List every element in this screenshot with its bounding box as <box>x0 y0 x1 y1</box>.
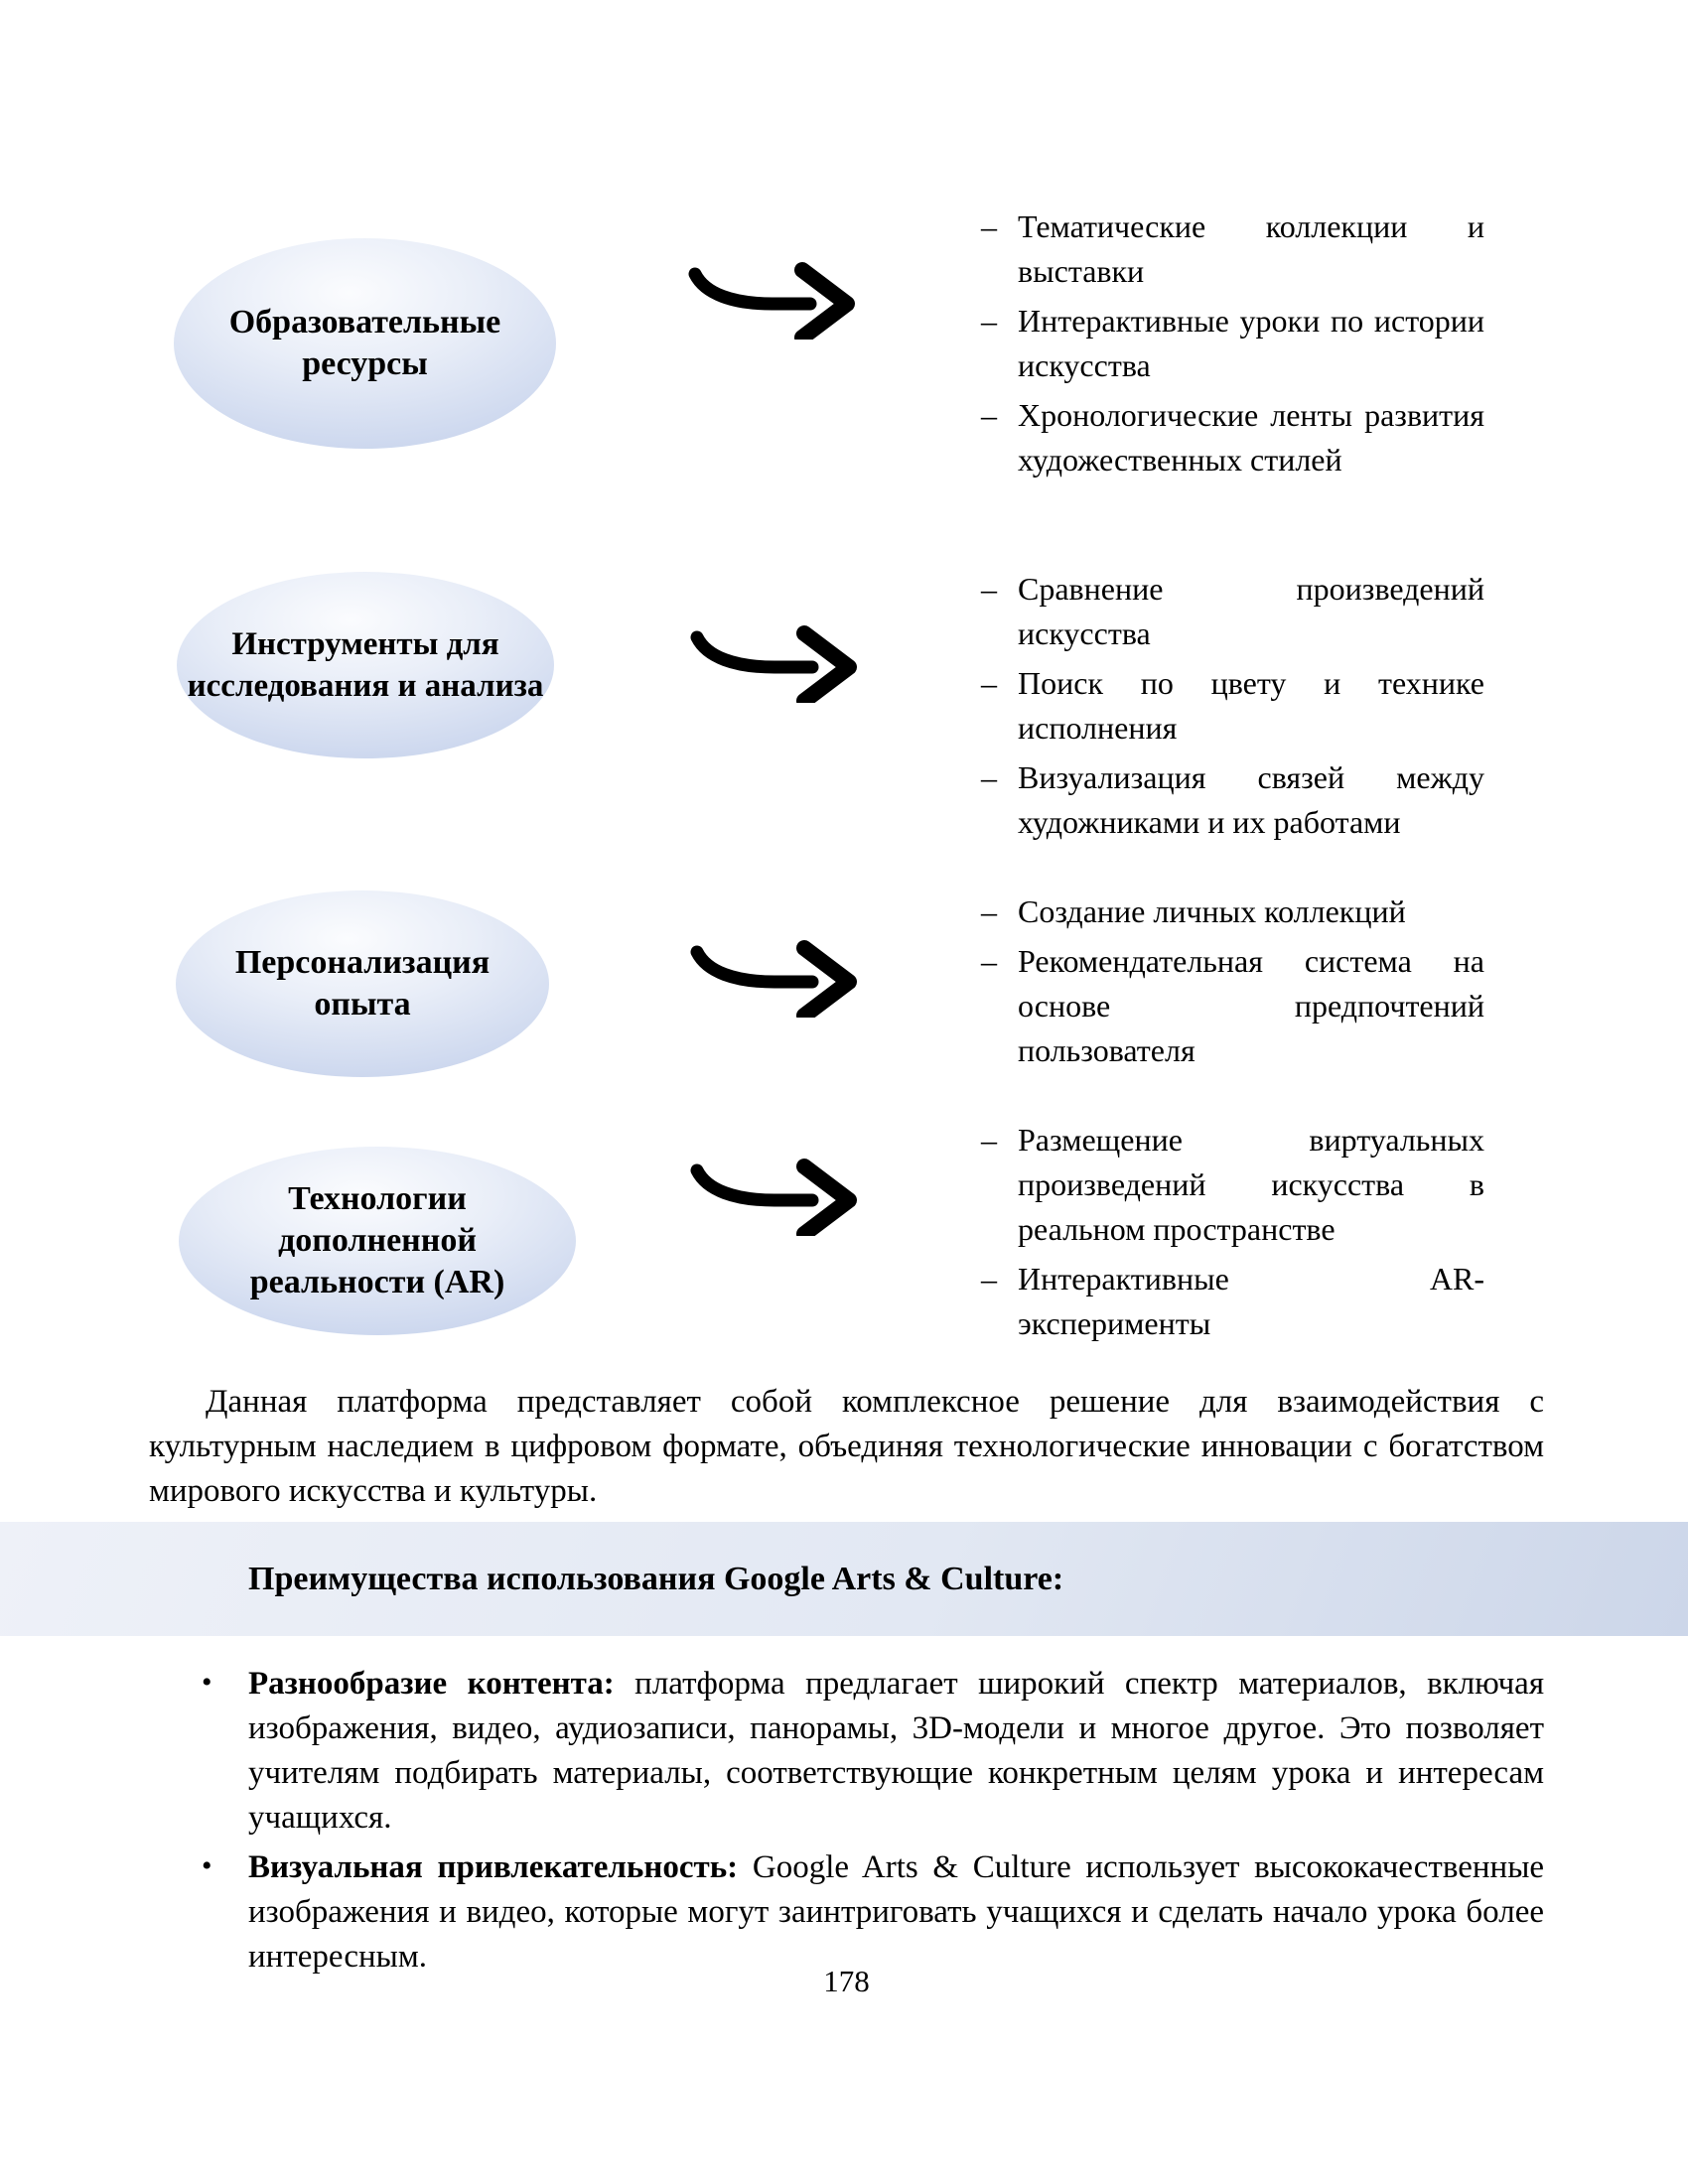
dash-marker: – <box>981 397 997 433</box>
dash-marker: – <box>981 943 997 979</box>
bullet-list-personalization <box>968 889 1484 1078</box>
dash-marker: – <box>981 208 997 244</box>
benefit-body <box>248 1666 1544 1836</box>
dash-marker: – <box>981 759 997 795</box>
benefit-text: платформа предлагает широкий спектр материалов, включая изображения, видео, аудиозаписи, панорамы, 3D-модели и многое другое. Это позволяет учителям подбирать материалы, соответствующие конкретным целям урока и интересам учащихся. <box>248 1666 1544 1836</box>
benefit-text: Google Arts & Culture использует высококачественные изображения и видео, которые могут заинтриговать учащихся и сделать начало урока более интересным. <box>248 1849 1545 1975</box>
dash-marker: – <box>981 1261 997 1297</box>
ellipse-educational-resources <box>174 238 556 449</box>
list-item <box>184 1662 1544 1841</box>
curved-arrow-icon <box>687 938 866 1018</box>
ellipse-label: Технологии дополненной реальности (AR) <box>249 1180 505 1300</box>
list-item <box>968 939 1484 1073</box>
list-item <box>968 567 1484 656</box>
bullet-marker-icon: • <box>202 1666 212 1699</box>
dash-marker: – <box>981 303 997 339</box>
curved-arrow-icon <box>687 1157 866 1236</box>
ellipse-ar-technologies <box>179 1147 576 1335</box>
curved-arrow-icon <box>685 260 864 340</box>
list-item <box>968 205 1484 294</box>
benefits-heading-band <box>0 1522 1688 1636</box>
list-item-text: Интерактивные уроки по истории искусства <box>1018 303 1484 383</box>
ellipse-label: Персонализация опыта <box>234 944 491 1023</box>
list-item-text: Интерактивные AR-эксперименты <box>1018 1261 1484 1341</box>
list-item <box>968 661 1484 751</box>
benefit-body <box>248 1849 1544 1975</box>
benefits-list <box>184 1662 1544 1984</box>
benefit-title: Разнообразие контента: <box>248 1666 615 1702</box>
list-item-text: Размещение виртуальных произведений искусства в реальном пространстве <box>1018 1122 1484 1247</box>
ellipse-research-tools <box>177 572 554 758</box>
benefits-heading: Преимущества использования Google Arts & Culture: <box>248 1560 1064 1597</box>
body-paragraph: Данная платформа представляет собой комплексное решение для взаимодействия с культурным наследием в цифровом формате, объединяя технологические инновации с богатством мирового искусства и культуры. <box>149 1384 1544 1509</box>
bullet-list-research <box>968 567 1484 850</box>
list-item-text: Поиск по цвету и технике исполнения <box>1018 665 1484 746</box>
list-item <box>968 1257 1484 1346</box>
list-item <box>968 299 1484 388</box>
list-item <box>968 889 1484 934</box>
bullet-list-ar <box>968 1118 1484 1351</box>
ellipse-label: Инструменты для исследования и анализа <box>187 626 544 704</box>
list-item-text: Рекомендательная система на основе предпочтений пользователя <box>1018 943 1484 1068</box>
curved-arrow-icon <box>687 623 866 703</box>
bullet-marker-icon: • <box>202 1849 212 1882</box>
list-item-text: Визуализация связей между художниками и их работами <box>1018 759 1484 840</box>
list-item-text: Создание личных коллекций <box>1018 893 1406 929</box>
dash-marker: – <box>981 893 997 929</box>
list-item-text: Тематические коллекции и выставки <box>1018 208 1484 289</box>
list-item-text: Хронологические ленты развития художественных стилей <box>1018 397 1484 478</box>
list-item <box>968 755 1484 845</box>
list-item-text: Сравнение произведений искусства <box>1018 571 1484 651</box>
ellipse-personalization <box>176 890 549 1077</box>
list-item <box>968 1118 1484 1252</box>
dash-marker: – <box>981 1122 997 1158</box>
bullet-list-educational <box>968 205 1484 487</box>
page-number: 178 <box>823 1964 870 1998</box>
list-item <box>968 393 1484 482</box>
dash-marker: – <box>981 665 997 701</box>
list-item <box>184 1845 1544 1979</box>
ellipse-label: Образовательные ресурсы <box>228 304 501 382</box>
benefit-title: Визуальная привлекательность: <box>248 1849 739 1885</box>
dash-marker: – <box>981 571 997 607</box>
